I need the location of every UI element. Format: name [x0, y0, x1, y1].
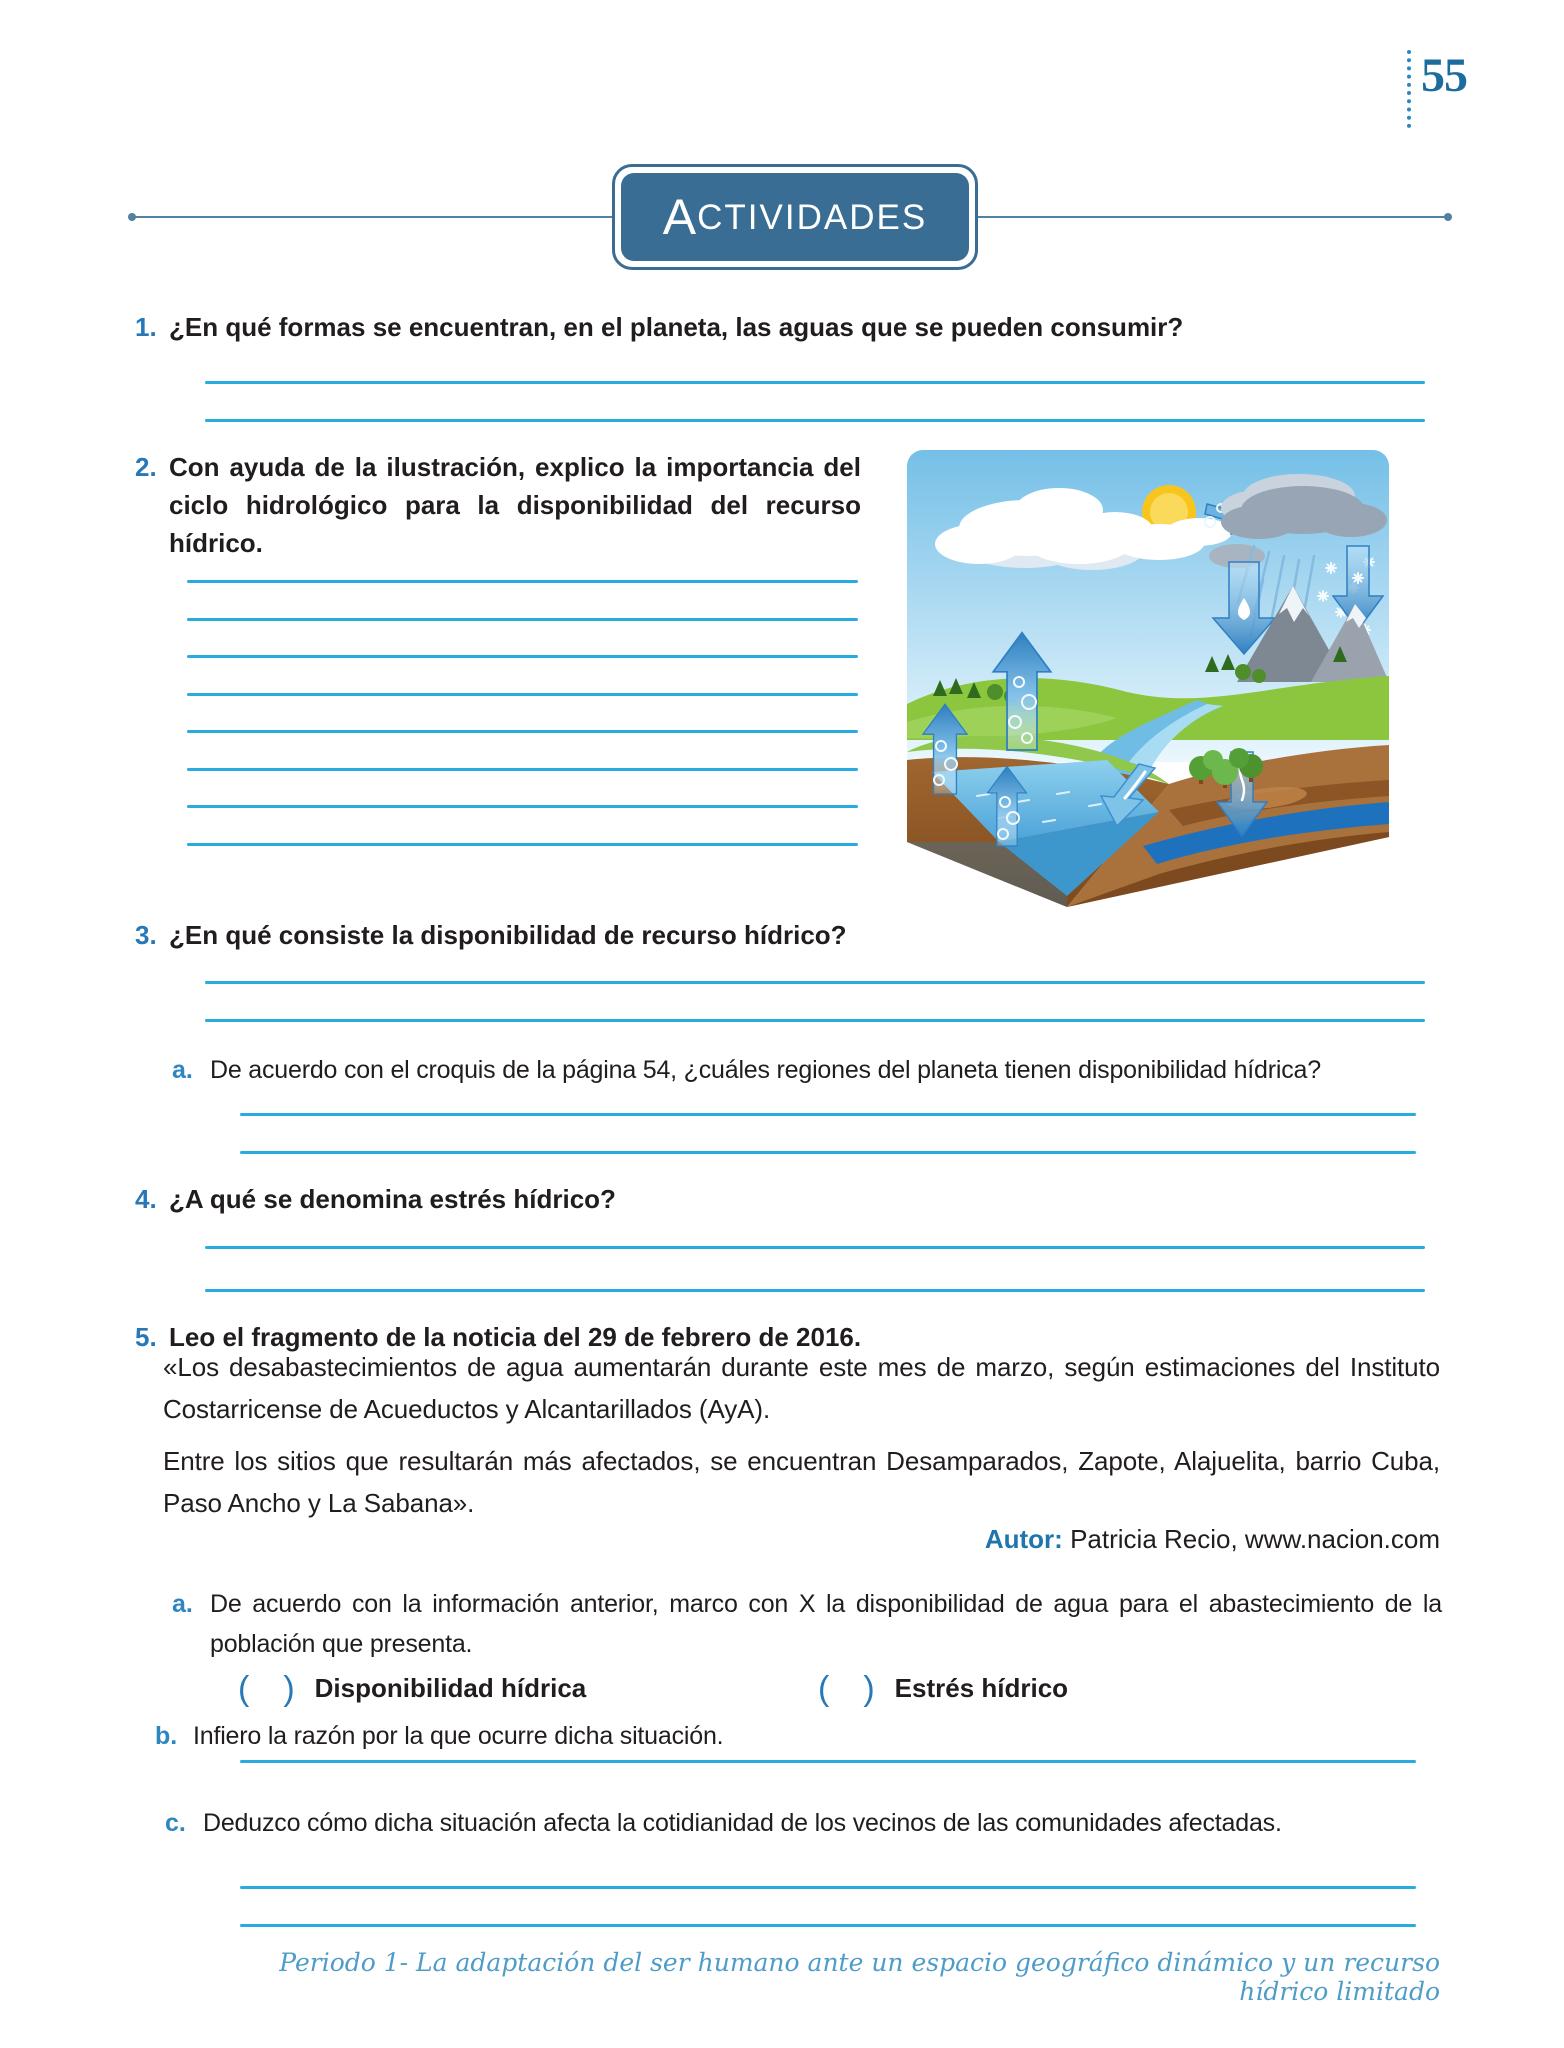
answer-line [205, 381, 1425, 384]
answer-line [205, 1019, 1425, 1022]
close-paren: ) [283, 1670, 295, 1708]
question-3 [135, 916, 1445, 954]
question-2-number: 2. [135, 452, 157, 482]
author-name: Patricia Recio, www.nacion.com [1070, 1524, 1440, 1554]
answer-line [187, 655, 858, 658]
answer-line [205, 1289, 1425, 1292]
answer-line [187, 768, 858, 771]
water-cycle-illustration [907, 450, 1389, 910]
open-paren: ( [238, 1670, 250, 1708]
question-5-number: 5. [135, 1322, 157, 1352]
quote-author [700, 1524, 1440, 1555]
answer-line [187, 843, 858, 846]
answer-line [187, 693, 858, 696]
answer-line [187, 618, 858, 621]
question-3a-label: a. [172, 1056, 193, 1084]
question-3a-text: De acuerdo con el croquis de la página 54, ¿cuáles regiones del planeta tienen disponibilidad hídrica? [210, 1056, 1321, 1084]
news-quote-paragraph-1: «Los desabastecimientos de agua aumentarán durante este mes de marzo, según estimaciones del Instituto Costarricense de Acueductos y Alcantarillados (AyA). [163, 1352, 1440, 1424]
answer-line [205, 419, 1425, 422]
answer-line [187, 730, 858, 733]
activities-banner [612, 164, 978, 270]
question-5b-text: Infiero la razón por la que ocurre dicha situación. [193, 1722, 724, 1750]
author-label: Autor: [984, 1524, 1063, 1554]
question-1-number: 1. [135, 312, 157, 342]
close-paren: ) [863, 1670, 875, 1708]
answer-line [240, 1886, 1416, 1889]
question-4-text: ¿A qué se denomina estrés hídrico? [169, 1184, 616, 1214]
option-label: Estrés hídrico [894, 1673, 1069, 1703]
question-5c-text: Deduzco cómo dicha situación afecta la cotidianidad de los vecinos de las comunidades afectadas. [203, 1809, 1282, 1837]
question-4 [135, 1180, 1445, 1218]
question-4-number: 4. [135, 1184, 157, 1214]
banner-title-rest: CTIVIDADES [697, 197, 928, 237]
answer-line [240, 1151, 1416, 1154]
question-5a-text: De acuerdo con la información anterior, marco con X la disponibilidad de agua para el abastecimiento de la población que presenta. [210, 1590, 1442, 1658]
question-3-text: ¿En qué consiste la disponibilidad de recurso hídrico? [169, 920, 847, 950]
page-number-divider [1407, 50, 1411, 128]
question-5b-label: b. [155, 1722, 178, 1750]
question-3a [172, 1050, 1442, 1090]
activities-banner-inner [621, 173, 969, 261]
header-rule-right-dot [1444, 213, 1452, 221]
answer-line [187, 580, 858, 583]
page-footer: Periodo 1- La adaptación del ser humano ante un espacio geográfico dinámico y un recurso hídrico limitado [279, 1948, 1440, 2006]
page-number: 55 [1421, 49, 1467, 102]
question-2 [135, 448, 865, 562]
option-disponibilidad-hidrica [238, 1672, 586, 1706]
answer-line [240, 1924, 1416, 1927]
question-3-number: 3. [135, 920, 157, 950]
option-label: Disponibilidad hídrica [314, 1673, 587, 1703]
question-5a [172, 1584, 1442, 1664]
answer-line [205, 1246, 1425, 1249]
answer-line [187, 805, 858, 808]
question-5c [165, 1803, 1445, 1843]
question-5a-label: a. [172, 1590, 193, 1618]
question-1 [135, 308, 1445, 346]
option-estres-hidrico [818, 1672, 1068, 1706]
question-5c-label: c. [165, 1809, 186, 1837]
question-5b [155, 1716, 1445, 1756]
question-5-text: Leo el fragmento de la noticia del 29 de febrero de 2016. [169, 1322, 862, 1352]
answer-line [240, 1113, 1416, 1116]
question-2-text: Con ayuda de la ilustración, explico la importancia del ciclo hidrológico para la disponibilidad del recurso hídrico. [169, 452, 861, 558]
question-1-text: ¿En qué formas se encuentran, en el planeta, las aguas que se pueden consumir? [169, 312, 1184, 342]
header-rule-left-dot [128, 213, 136, 221]
answer-line [205, 981, 1425, 984]
answer-line [240, 1760, 1416, 1763]
open-paren: ( [818, 1670, 830, 1708]
news-quote-paragraph-2: Entre los sitios que resultarán más afectados, se encuentran Desamparados, Zapote, Alajuelita, barrio Cuba, Paso Ancho y La Sabana». [163, 1446, 1440, 1518]
banner-title-initial: A [662, 189, 698, 245]
